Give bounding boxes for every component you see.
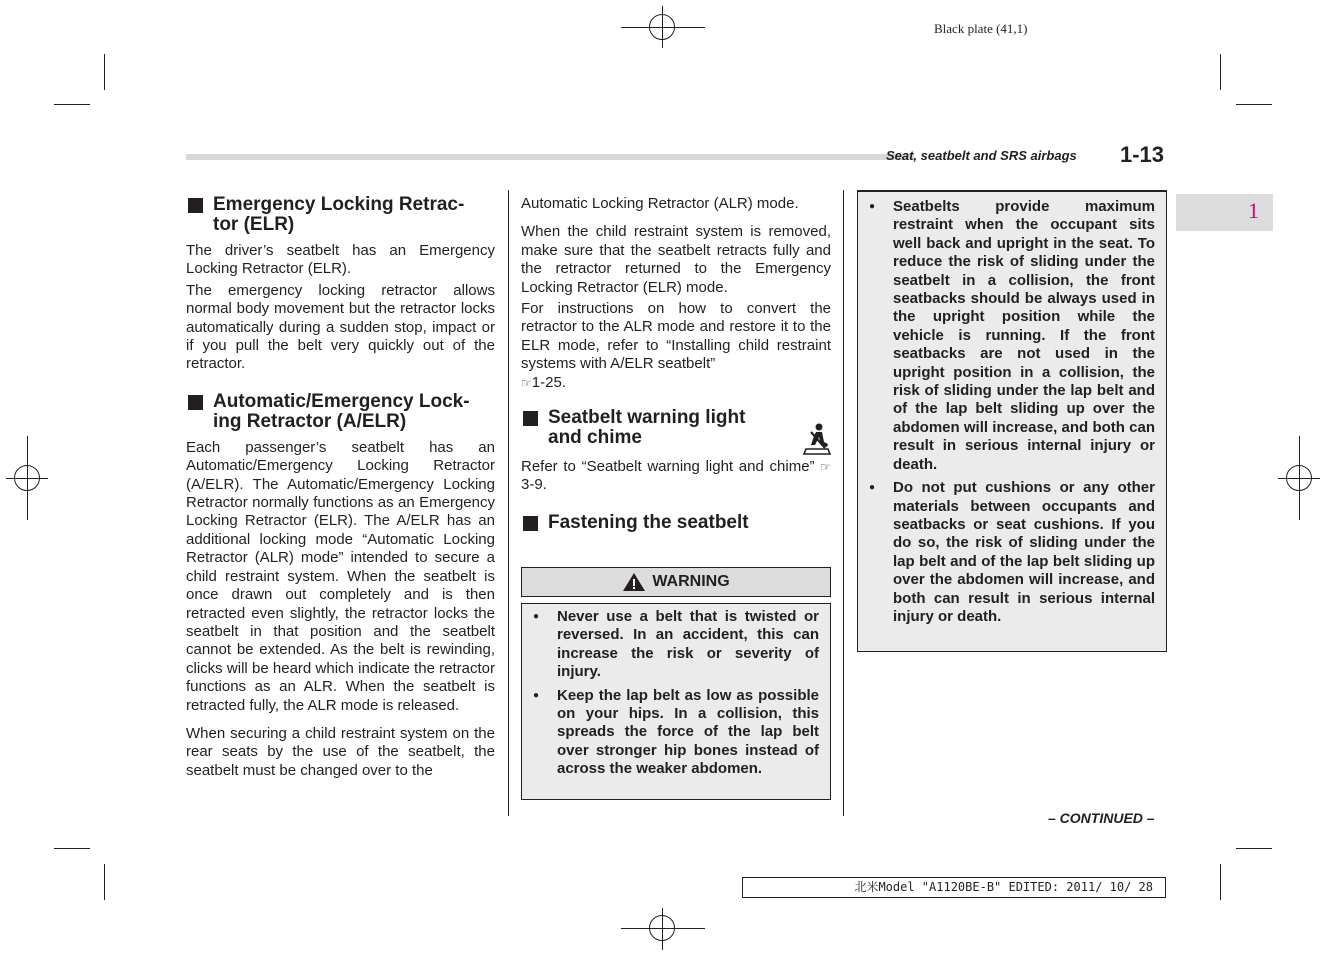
page-reference[interactable]: 1-25. [531,373,566,391]
section-heading [186,195,495,235]
crop-mark [1220,54,1221,90]
warning-item: ● Keep the lap belt as low as possible on your hips. In a collision, this spreads the force of the lap belt over stronger hip bones instead of across the weaker abdomen. [533,687,819,779]
warning-box [521,603,831,800]
registration-circle [14,465,40,491]
heading-text: Emergency Locking Retrac- tor (ELR) [213,194,465,235]
crop-mark [54,104,90,105]
paragraph [521,458,831,495]
heading-square-icon [188,198,203,213]
column-1 [186,195,495,783]
warning-item: ● Seatbelts provide maximum restraint when the occupant sits well back and upright in the seat. To reduce the risk of sliding under the seatbelt in a collision, the front seatbacks should be always used in the upright position while the vehicle is running. If the front seatbacks are not used in the upright position in a collision, the risk of sliding under the lap belt and of the lap belt sliding up over the abdomen will increase, and both can result in serious internal injury or death. [869,198,1155,474]
heading-text: Seatbelt warning light and chime [548,407,746,449]
registration-circle [649,915,675,941]
crop-mark [54,848,90,849]
reference-hand-icon: ☞ [820,460,832,475]
chapter-tab[interactable] [1176,194,1273,231]
warning-item: ● Do not put cushions or any other materials between occupants and seatbacks or seat cushions. If you do so, the risk of sliding under the lap belt and of the lap belt sliding up over the abdomen will increase, and both can result in serious internal injury or death. [869,479,1155,626]
heading-text: Automatic/Emergency Lock- ing Retractor (A/ELR) [213,390,470,432]
heading-square-icon [523,411,538,426]
heading-square-icon [523,516,538,531]
column-2 [521,195,831,533]
warning-box [857,190,1167,652]
header-rule [186,154,914,160]
paragraph: Each passenger’s seatbelt has an Automatic/Emergency Locking Retractor (A/ELR). The Automatic/Emergency Locking Retractor normally functions as an Emergency Locking Retractor (ELR). The A/ELR has an additional locking mode “Automatic Locking Retractor (ALR) mode” intended to secure a child restraint system. When the seatbelt is once drawn out completely and is then retracted even slightly, the retractor locks the seatbelt in that position and the seatbelt cannot be extended. As the belt is rewinding, clicks will be heard which indicate the retractor functions as an ALR. When the seatbelt is retracted fully, the ALR mode is released. [186,438,495,714]
footer-edit-info: 北米Model "A1120BE-B" EDITED: 2011/ 10/ 28 [742,877,1166,898]
page-number: 1-13 [1120,142,1165,167]
chapter-number: 1 [1248,198,1259,223]
crop-mark [1236,848,1272,849]
paragraph: When the child restraint system is removed, make sure that the seatbelt retracts fully and the retractor returned to the Emergency Locking Retractor (ELR) mode. [521,223,831,296]
section-heading [521,408,798,448]
paragraph: Automatic Locking Retractor (ALR) mode. [521,195,799,212]
warning-list [869,198,1155,626]
paragraph: The emergency locking retractor allows normal body movement but the retractor locks automatically during a sudden stop, impact or if you pull the belt very quickly out of the retractor. [186,281,495,373]
reference-hand-icon: ☞ [521,375,532,390]
page-reference[interactable]: 3-9. [521,476,547,494]
paragraph: The driver’s seatbelt has an Emergency Locking Retractor (ELR). [186,242,495,278]
warning-item: ● Never use a belt that is twisted or reversed. In an accident, this can increase the risk or severity of injury. [533,608,819,682]
continued-label: – CONTINUED – [1048,810,1155,826]
section-heading [186,392,495,432]
paragraph [521,300,831,392]
column-divider [843,190,844,816]
paragraph-text: Refer to “Seatbelt warning light and chime” [521,458,815,476]
paragraph-text: For instructions on how to convert the retractor to the ALR mode and restore it to the ELR mode, refer to “Installing child restraint systems with A/ELR seatbelt” [521,300,831,373]
warning-header [521,567,831,597]
section-heading [521,513,831,533]
heading-square-icon [188,395,203,410]
column-divider [508,190,509,816]
crop-mark [104,864,105,900]
crop-mark [1220,864,1221,900]
plate-label: Black plate (41,1) [934,21,1028,36]
registration-circle [649,14,675,40]
section-title: Seat, seatbelt and SRS airbags [886,148,1077,163]
paragraph: When securing a child restraint system on the rear seats by the use of the seatbelt, the seatbelt must be changed over to the [186,724,495,779]
warning-label: WARNING [652,573,730,590]
registration-circle [1286,465,1312,491]
heading-text: Fastening the seatbelt [548,511,749,533]
crop-mark [1236,104,1272,105]
crop-mark [104,54,105,90]
warning-triangle-icon [622,572,646,592]
seatbelt-person-icon [802,422,832,456]
warning-list [533,608,819,779]
